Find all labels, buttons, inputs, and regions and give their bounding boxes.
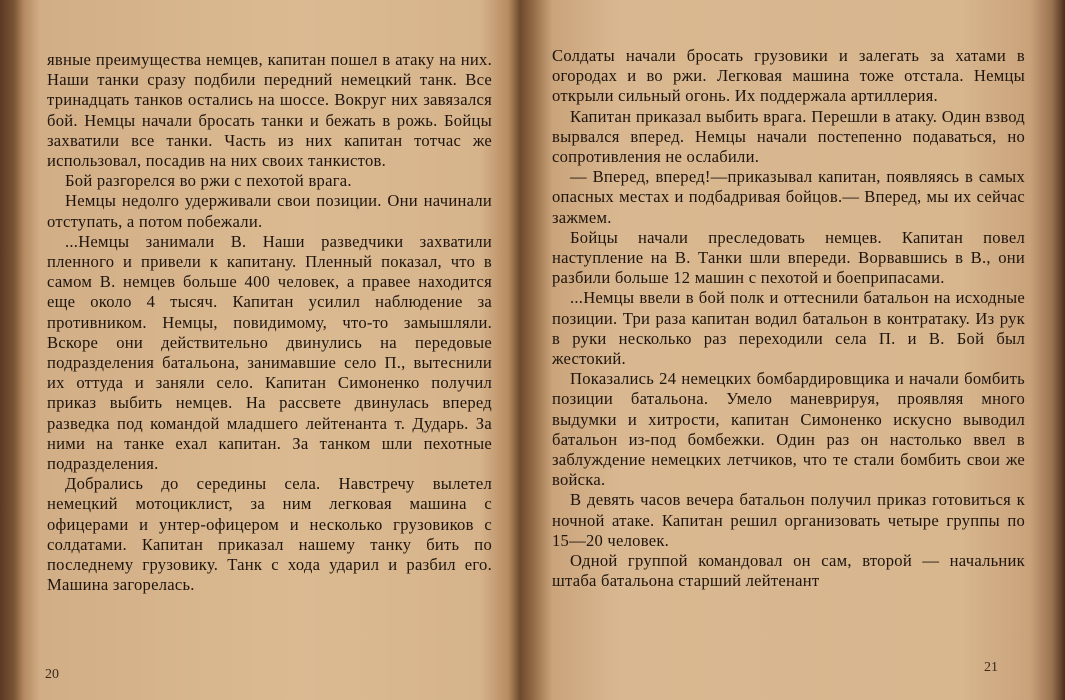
left-page-text [47, 50, 492, 595]
paragraph: — Вперед, вперед!—приказывал капитан, появляясь в самых опасных местах и подбадривая бойцов.— Вперед, мы их сейчас зажмем. [552, 167, 1025, 227]
paragraph: Бойцы начали преследовать немцев. Капитан повел наступление на В. Танки шли впереди. Ворвавшись в В., они разбили больше 12 машин с пехотой и боеприпасами. [552, 227, 1025, 288]
paragraph: Солдаты начали бросать грузовики и залегать за хатами в огородах и во ржи. Легковая машина тоже отстала. Немцы открыли сильный огонь. Их поддержала артиллерия. [552, 46, 1025, 106]
paragraph: Добрались до середины села. Навстречу вылетел немецкий мотоциклист, за ним легковая машина с офицерами и унтер-офицером и несколько грузовиков с солдатами. Капитан приказал нашему танку бить по последнему грузовику. Танк с хода ударил и разбил его. Машина загорелась. [47, 474, 492, 595]
paragraph: Одной группой командовал он сам, второй — начальник штаба батальона старший лейтенант [552, 551, 1025, 591]
right-page-text [552, 46, 1025, 591]
page-number: 21 [984, 660, 998, 675]
right-page [522, 0, 1065, 700]
paragraph: ...Немцы занимали В. Наши разведчики захватили пленного и привели к капитану. Пленный показал, что в самом В. немцев больше 400 человек, а правее находится еще около 4 тысяч. Капитан усилил наблюдение за противником. Немцы, повидимому, что-то замышляли. Вскоре они действительно двинулись на передовые подразделения батальона, занимавшие село П., вытеснили их оттуда и заняли село. Капитан Симоненко получил приказ выбить немцев. На рассвете двинулась вперед разведка под командой младшего лейтенанта т. Дударь. За ними на танке ехал капитан. За танком шли пехотные подразделения. [47, 231, 492, 474]
paragraph: явные преимущества немцев, капитан пошел в атаку на них. Наши танки сразу подбили передний немецкий танк. Все тринадцать танков остались на шоссе. Вокруг них завязался бой. Немцы начали бросать танки и бежать в рожь. Бойцы захватили все танки. Часть из них капитан тотчас же использовал, посадив на них своих танкистов. [47, 50, 492, 171]
paragraph: Бой разгорелся во ржи с пехотой врага. [65, 171, 352, 191]
page-number: 20 [45, 667, 59, 682]
paragraph: Немцы недолго удерживали свои позиции. Они начинали отступать, а потом побежали. [47, 191, 492, 231]
paragraph: Показались 24 немецких бомбардировщика и начали бомбить позиции батальона. Умело маневрируя, проявляя много выдумки и хитрости, капитан Симоненко искусно выводил батальон из-под бомбежки. Один раз он настолько ввел в заблуждение немецких летчиков, что те стали бомбить свои же войска. [552, 369, 1025, 490]
paragraph: В девять часов вечера батальон получил приказ готовиться к ночной атаке. Капитан решил организовать четыре группы по 15—20 человек. [552, 490, 1025, 550]
paragraph: ...Немцы ввели в бой полк и оттеснили батальон на исходные позиции. Три раза капитан водил батальон в контратаку. Из рук в руки несколько раз переходили села П. и В. Бой был жестокий. [552, 288, 1025, 369]
left-page [0, 0, 520, 700]
paragraph: Капитан приказал выбить врага. Перешли в атаку. Один взвод вырвался вперед. Немцы начали постепенно подаваться, но сопротивления не ослабили. [552, 106, 1025, 167]
